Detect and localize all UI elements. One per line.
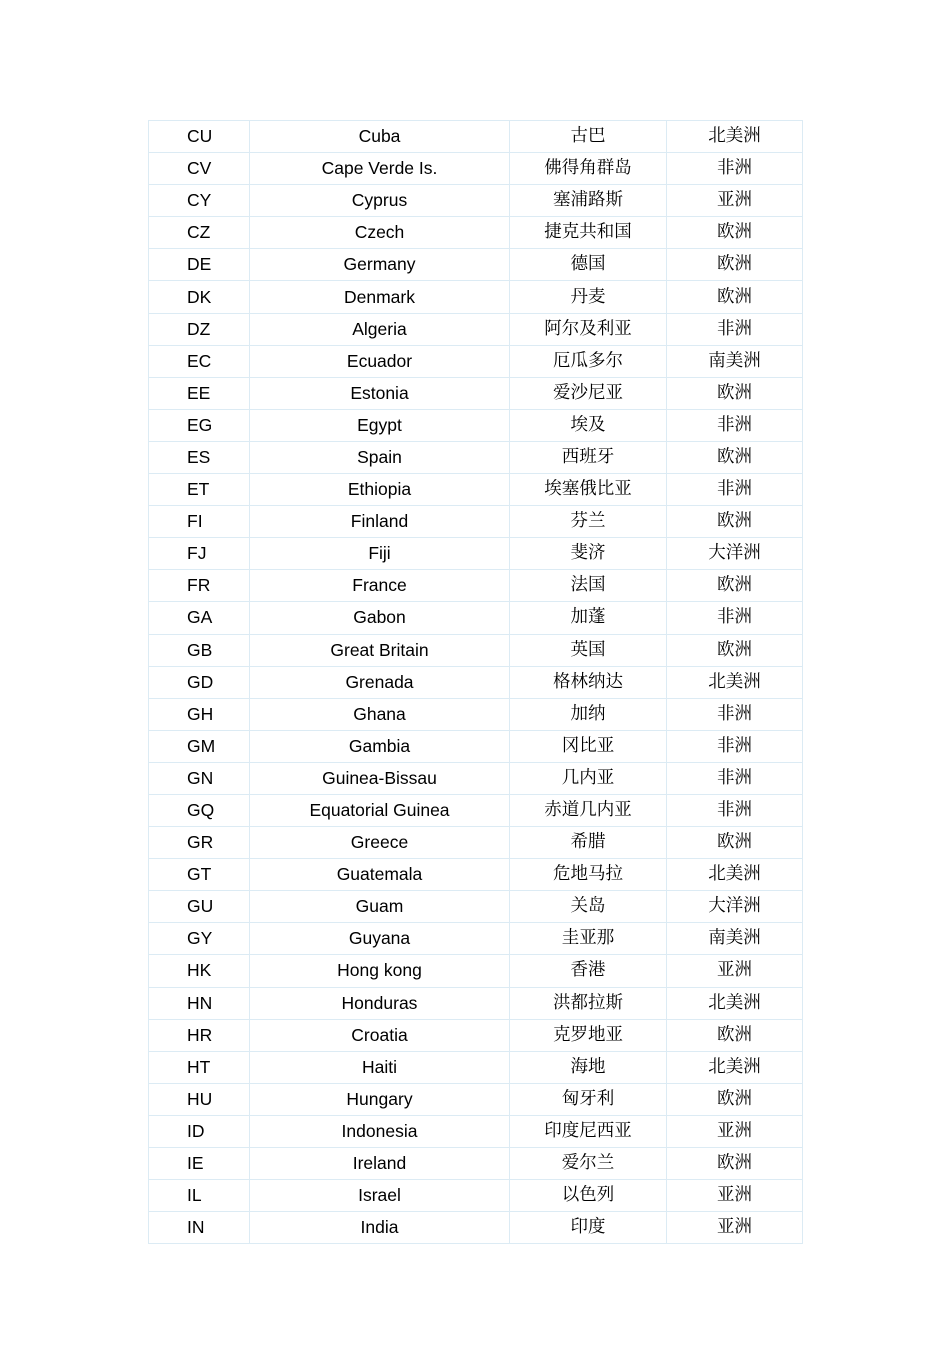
chinese-name-cell: 加纳 [510,698,667,730]
chinese-name-cell: 塞浦路斯 [510,185,667,217]
chinese-name-cell: 关岛 [510,891,667,923]
english-name-cell: Guyana [250,923,510,955]
table-row [149,1212,803,1244]
table-row [149,827,803,859]
table-row [149,602,803,634]
country-code-cell: FJ [149,538,250,570]
english-name-cell: Israel [250,1180,510,1212]
chinese-name-cell: 加蓬 [510,602,667,634]
table-row [149,506,803,538]
continent-cell: 欧洲 [667,249,803,281]
continent-cell: 欧洲 [667,441,803,473]
chinese-name-cell: 希腊 [510,827,667,859]
continent-cell: 非洲 [667,313,803,345]
table-row [149,345,803,377]
continent-cell: 欧洲 [667,281,803,313]
country-code-cell: GY [149,923,250,955]
table-row [149,570,803,602]
continent-cell: 非洲 [667,153,803,185]
continent-cell: 北美洲 [667,666,803,698]
country-code-cell: GR [149,827,250,859]
chinese-name-cell: 匈牙利 [510,1083,667,1115]
country-code-cell: GQ [149,794,250,826]
english-name-cell: Fiji [250,538,510,570]
table-row [149,409,803,441]
continent-cell: 欧洲 [667,1019,803,1051]
english-name-cell: Great Britain [250,634,510,666]
chinese-name-cell: 芬兰 [510,506,667,538]
chinese-name-cell: 洪都拉斯 [510,987,667,1019]
continent-cell: 亚洲 [667,955,803,987]
country-code-cell: DZ [149,313,250,345]
chinese-name-cell: 爱尔兰 [510,1148,667,1180]
chinese-name-cell: 捷克共和国 [510,217,667,249]
continent-cell: 亚洲 [667,1115,803,1147]
table-row [149,730,803,762]
continent-cell: 非洲 [667,409,803,441]
english-name-cell: Honduras [250,987,510,1019]
table-row [149,441,803,473]
english-name-cell: Guam [250,891,510,923]
country-code-cell: HT [149,1051,250,1083]
continent-cell: 欧洲 [667,217,803,249]
country-code-cell: EE [149,377,250,409]
continent-cell: 欧洲 [667,506,803,538]
country-code-cell: EG [149,409,250,441]
table-row [149,955,803,987]
continent-cell: 欧洲 [667,377,803,409]
table-row [149,891,803,923]
english-name-cell: Estonia [250,377,510,409]
english-name-cell: Ecuador [250,345,510,377]
table-row [149,923,803,955]
continent-cell: 欧洲 [667,827,803,859]
english-name-cell: Hungary [250,1083,510,1115]
country-code-cell: ES [149,441,250,473]
english-name-cell: Cuba [250,121,510,153]
table-row [149,1148,803,1180]
english-name-cell: Cape Verde Is. [250,153,510,185]
table-row [149,859,803,891]
country-code-cell: DE [149,249,250,281]
english-name-cell: Czech [250,217,510,249]
english-name-cell: Croatia [250,1019,510,1051]
country-code-cell: EC [149,345,250,377]
english-name-cell: Germany [250,249,510,281]
table-row [149,666,803,698]
chinese-name-cell: 香港 [510,955,667,987]
chinese-name-cell: 爱沙尼亚 [510,377,667,409]
chinese-name-cell: 以色列 [510,1180,667,1212]
country-code-cell: GA [149,602,250,634]
english-name-cell: Finland [250,506,510,538]
continent-cell: 欧洲 [667,1083,803,1115]
table-row [149,1019,803,1051]
english-name-cell: Hong kong [250,955,510,987]
english-name-cell: India [250,1212,510,1244]
english-name-cell: Grenada [250,666,510,698]
chinese-name-cell: 佛得角群岛 [510,153,667,185]
continent-cell: 欧洲 [667,570,803,602]
continent-cell: 北美洲 [667,1051,803,1083]
chinese-name-cell: 法国 [510,570,667,602]
continent-cell: 非洲 [667,698,803,730]
continent-cell: 亚洲 [667,185,803,217]
chinese-name-cell: 海地 [510,1051,667,1083]
english-name-cell: Indonesia [250,1115,510,1147]
continent-cell: 北美洲 [667,121,803,153]
table-row [149,1051,803,1083]
country-code-cell: HN [149,987,250,1019]
chinese-name-cell: 英国 [510,634,667,666]
chinese-name-cell: 赤道几内亚 [510,794,667,826]
country-code-cell: IE [149,1148,250,1180]
chinese-name-cell: 印度 [510,1212,667,1244]
country-code-cell: IN [149,1212,250,1244]
country-code-table [148,120,803,1244]
country-code-cell: FI [149,506,250,538]
table-row [149,217,803,249]
country-code-cell: ET [149,474,250,506]
continent-cell: 大洋洲 [667,538,803,570]
chinese-name-cell: 斐济 [510,538,667,570]
chinese-name-cell: 西班牙 [510,441,667,473]
country-code-cell: HR [149,1019,250,1051]
english-name-cell: Ghana [250,698,510,730]
country-code-cell: GB [149,634,250,666]
table-row [149,1083,803,1115]
table-row [149,474,803,506]
table-row [149,121,803,153]
table-row [149,762,803,794]
table-row [149,185,803,217]
table-row [149,987,803,1019]
continent-cell: 南美洲 [667,923,803,955]
chinese-name-cell: 克罗地亚 [510,1019,667,1051]
country-code-cell: HU [149,1083,250,1115]
english-name-cell: Algeria [250,313,510,345]
continent-cell: 大洋洲 [667,891,803,923]
continent-cell: 北美洲 [667,859,803,891]
country-code-cell: GD [149,666,250,698]
continent-cell: 欧洲 [667,634,803,666]
chinese-name-cell: 古巴 [510,121,667,153]
country-code-cell: GH [149,698,250,730]
country-code-cell: GU [149,891,250,923]
chinese-name-cell: 几内亚 [510,762,667,794]
english-name-cell: Haiti [250,1051,510,1083]
country-code-cell: GT [149,859,250,891]
table-row [149,634,803,666]
country-code-cell: ID [149,1115,250,1147]
english-name-cell: Egypt [250,409,510,441]
english-name-cell: France [250,570,510,602]
chinese-name-cell: 格林纳达 [510,666,667,698]
country-code-cell: GM [149,730,250,762]
table-row [149,538,803,570]
table-row [149,698,803,730]
continent-cell: 非洲 [667,602,803,634]
country-code-cell: HK [149,955,250,987]
chinese-name-cell: 印度尼西亚 [510,1115,667,1147]
english-name-cell: Gambia [250,730,510,762]
table-row [149,313,803,345]
continent-cell: 非洲 [667,730,803,762]
english-name-cell: Guatemala [250,859,510,891]
country-code-cell: FR [149,570,250,602]
continent-cell: 南美洲 [667,345,803,377]
country-code-cell: DK [149,281,250,313]
english-name-cell: Cyprus [250,185,510,217]
table-row [149,1180,803,1212]
continent-cell: 亚洲 [667,1212,803,1244]
chinese-name-cell: 阿尔及利亚 [510,313,667,345]
chinese-name-cell: 危地马拉 [510,859,667,891]
country-code-cell: CU [149,121,250,153]
table-row [149,1115,803,1147]
continent-cell: 欧洲 [667,1148,803,1180]
table-row [149,153,803,185]
table-row [149,281,803,313]
chinese-name-cell: 丹麦 [510,281,667,313]
english-name-cell: Denmark [250,281,510,313]
chinese-name-cell: 冈比亚 [510,730,667,762]
english-name-cell: Ireland [250,1148,510,1180]
country-code-cell: CZ [149,217,250,249]
english-name-cell: Ethiopia [250,474,510,506]
continent-cell: 北美洲 [667,987,803,1019]
english-name-cell: Greece [250,827,510,859]
continent-cell: 非洲 [667,794,803,826]
country-code-cell: GN [149,762,250,794]
chinese-name-cell: 埃塞俄比亚 [510,474,667,506]
country-code-cell: CY [149,185,250,217]
chinese-name-cell: 厄瓜多尔 [510,345,667,377]
english-name-cell: Gabon [250,602,510,634]
chinese-name-cell: 圭亚那 [510,923,667,955]
country-code-cell: IL [149,1180,250,1212]
table-row [149,794,803,826]
english-name-cell: Spain [250,441,510,473]
english-name-cell: Equatorial Guinea [250,794,510,826]
chinese-name-cell: 德国 [510,249,667,281]
table-row [149,249,803,281]
table-row [149,377,803,409]
chinese-name-cell: 埃及 [510,409,667,441]
continent-cell: 非洲 [667,762,803,794]
table-body [149,121,803,1244]
english-name-cell: Guinea-Bissau [250,762,510,794]
country-code-cell: CV [149,153,250,185]
continent-cell: 非洲 [667,474,803,506]
continent-cell: 亚洲 [667,1180,803,1212]
